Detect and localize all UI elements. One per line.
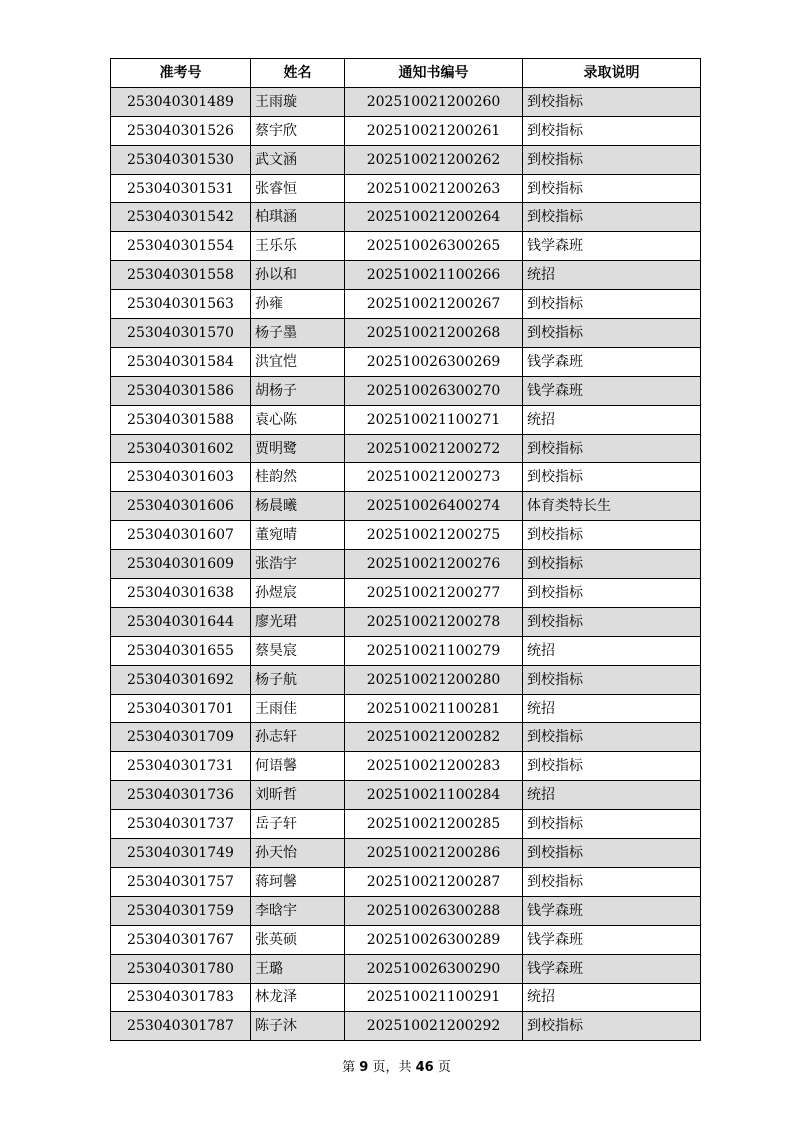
cell-admission-note: 到校指标 — [523, 550, 701, 579]
cell-admission-note: 到校指标 — [523, 867, 701, 896]
cell-exam-id: 253040301709 — [111, 723, 251, 752]
cell-admission-note: 钱学森班 — [523, 954, 701, 983]
cell-admission-note: 统招 — [523, 405, 701, 434]
cell-name: 孙志轩 — [251, 723, 345, 752]
cell-notice-number: 202510021200261 — [345, 116, 523, 145]
cell-admission-note: 到校指标 — [523, 579, 701, 608]
cell-admission-note: 统招 — [523, 694, 701, 723]
table-row — [111, 203, 701, 232]
table-row — [111, 607, 701, 636]
cell-name: 张浩宇 — [251, 550, 345, 579]
cell-exam-id: 253040301787 — [111, 1012, 251, 1041]
table-row — [111, 579, 701, 608]
table-row — [111, 636, 701, 665]
cell-notice-number: 202510021200272 — [345, 434, 523, 463]
table-body — [111, 87, 701, 1040]
cell-notice-number: 202510021200267 — [345, 290, 523, 319]
cell-exam-id: 253040301638 — [111, 579, 251, 608]
cell-exam-id: 253040301531 — [111, 174, 251, 203]
cell-exam-id: 253040301749 — [111, 839, 251, 868]
cell-admission-note: 统招 — [523, 636, 701, 665]
cell-exam-id: 253040301655 — [111, 636, 251, 665]
table-row — [111, 116, 701, 145]
cell-exam-id: 253040301692 — [111, 665, 251, 694]
cell-exam-id: 253040301558 — [111, 261, 251, 290]
table-row — [111, 87, 701, 116]
table-header — [111, 59, 701, 88]
column-header-name: 姓名 — [251, 59, 345, 88]
cell-name: 桂韵然 — [251, 463, 345, 492]
cell-name: 林龙泽 — [251, 983, 345, 1012]
cell-exam-id: 253040301530 — [111, 145, 251, 174]
cell-admission-note: 钱学森班 — [523, 925, 701, 954]
header-row — [111, 59, 701, 88]
cell-exam-id: 253040301570 — [111, 319, 251, 348]
table-row — [111, 1012, 701, 1041]
cell-notice-number: 202510026300269 — [345, 347, 523, 376]
cell-notice-number: 202510021200280 — [345, 665, 523, 694]
cell-notice-number: 202510026300270 — [345, 376, 523, 405]
cell-name: 蔡昊宸 — [251, 636, 345, 665]
cell-notice-number: 202510021200286 — [345, 839, 523, 868]
table-row — [111, 781, 701, 810]
admission-table — [110, 58, 701, 1041]
cell-name: 王璐 — [251, 954, 345, 983]
cell-admission-note: 到校指标 — [523, 203, 701, 232]
cell-name: 贾明鹭 — [251, 434, 345, 463]
cell-name: 武文涵 — [251, 145, 345, 174]
cell-exam-id: 253040301759 — [111, 896, 251, 925]
cell-admission-note: 到校指标 — [523, 665, 701, 694]
cell-exam-id: 253040301783 — [111, 983, 251, 1012]
column-header-notice-number: 通知书编号 — [345, 59, 523, 88]
cell-exam-id: 253040301489 — [111, 87, 251, 116]
cell-admission-note: 到校指标 — [523, 723, 701, 752]
cell-name: 袁心陈 — [251, 405, 345, 434]
cell-notice-number: 202510021200276 — [345, 550, 523, 579]
table-row — [111, 521, 701, 550]
cell-notice-number: 202510021200282 — [345, 723, 523, 752]
footer-suffix: 页 — [437, 1060, 451, 1075]
cell-notice-number: 202510021200287 — [345, 867, 523, 896]
table-row — [111, 867, 701, 896]
table-row — [111, 925, 701, 954]
table-row — [111, 896, 701, 925]
cell-exam-id: 253040301586 — [111, 376, 251, 405]
cell-exam-id: 253040301757 — [111, 867, 251, 896]
cell-notice-number: 202510021200268 — [345, 319, 523, 348]
cell-exam-id: 253040301607 — [111, 521, 251, 550]
cell-notice-number: 202510021100281 — [345, 694, 523, 723]
cell-name: 何语馨 — [251, 752, 345, 781]
cell-name: 李晗宇 — [251, 896, 345, 925]
cell-exam-id: 253040301731 — [111, 752, 251, 781]
table-row — [111, 290, 701, 319]
cell-admission-note: 统招 — [523, 983, 701, 1012]
cell-admission-note: 钱学森班 — [523, 896, 701, 925]
cell-notice-number: 202510021200260 — [345, 87, 523, 116]
cell-notice-number: 202510021200278 — [345, 607, 523, 636]
cell-notice-number: 202510021200263 — [345, 174, 523, 203]
cell-admission-note: 到校指标 — [523, 434, 701, 463]
cell-name: 刘昕哲 — [251, 781, 345, 810]
footer-prefix: 第 — [342, 1060, 356, 1075]
cell-admission-note: 到校指标 — [523, 116, 701, 145]
cell-admission-note: 到校指标 — [523, 1012, 701, 1041]
cell-notice-number: 202510021100271 — [345, 405, 523, 434]
cell-exam-id: 253040301588 — [111, 405, 251, 434]
table-row — [111, 492, 701, 521]
cell-notice-number: 202510026400274 — [345, 492, 523, 521]
cell-admission-note: 体育类特长生 — [523, 492, 701, 521]
table-row — [111, 319, 701, 348]
cell-notice-number: 202510021200277 — [345, 579, 523, 608]
cell-exam-id: 253040301584 — [111, 347, 251, 376]
table-row — [111, 550, 701, 579]
footer-middle: 页，共 — [372, 1060, 412, 1075]
cell-exam-id: 253040301602 — [111, 434, 251, 463]
cell-admission-note: 钱学森班 — [523, 347, 701, 376]
cell-name: 王雨佳 — [251, 694, 345, 723]
cell-admission-note: 到校指标 — [523, 810, 701, 839]
cell-notice-number: 202510026300290 — [345, 954, 523, 983]
cell-name: 陈子沐 — [251, 1012, 345, 1041]
cell-notice-number: 202510021200262 — [345, 145, 523, 174]
cell-exam-id: 253040301603 — [111, 463, 251, 492]
cell-notice-number: 202510021200292 — [345, 1012, 523, 1041]
cell-exam-id: 253040301780 — [111, 954, 251, 983]
cell-name: 廖光珺 — [251, 607, 345, 636]
table-row — [111, 145, 701, 174]
table-row — [111, 694, 701, 723]
table-row — [111, 983, 701, 1012]
table-row — [111, 810, 701, 839]
cell-admission-note: 到校指标 — [523, 145, 701, 174]
cell-name: 蒋珂馨 — [251, 867, 345, 896]
table-row — [111, 665, 701, 694]
table-row — [111, 232, 701, 261]
cell-admission-note: 到校指标 — [523, 463, 701, 492]
cell-admission-note: 到校指标 — [523, 752, 701, 781]
cell-notice-number: 202510021100291 — [345, 983, 523, 1012]
cell-name: 王乐乐 — [251, 232, 345, 261]
table-row — [111, 347, 701, 376]
cell-notice-number: 202510021200283 — [345, 752, 523, 781]
cell-exam-id: 253040301644 — [111, 607, 251, 636]
table-row — [111, 174, 701, 203]
table-row — [111, 261, 701, 290]
cell-admission-note: 到校指标 — [523, 839, 701, 868]
table-row — [111, 405, 701, 434]
cell-admission-note: 到校指标 — [523, 290, 701, 319]
cell-admission-note: 统招 — [523, 781, 701, 810]
cell-exam-id: 253040301563 — [111, 290, 251, 319]
cell-name: 蔡宇欣 — [251, 116, 345, 145]
cell-exam-id: 253040301526 — [111, 116, 251, 145]
cell-name: 岳子轩 — [251, 810, 345, 839]
cell-exam-id: 253040301737 — [111, 810, 251, 839]
table-row — [111, 376, 701, 405]
cell-name: 洪宜恺 — [251, 347, 345, 376]
current-page-number: 9 — [359, 1060, 369, 1075]
cell-exam-id: 253040301609 — [111, 550, 251, 579]
cell-name: 杨子航 — [251, 665, 345, 694]
cell-name: 柏琪涵 — [251, 203, 345, 232]
cell-admission-note: 统招 — [523, 261, 701, 290]
total-page-count: 46 — [415, 1060, 434, 1075]
cell-admission-note: 到校指标 — [523, 607, 701, 636]
cell-exam-id: 253040301542 — [111, 203, 251, 232]
cell-name: 孙以和 — [251, 261, 345, 290]
cell-notice-number: 202510026300265 — [345, 232, 523, 261]
cell-name: 杨晨曦 — [251, 492, 345, 521]
table-row — [111, 463, 701, 492]
cell-notice-number: 202510021200264 — [345, 203, 523, 232]
cell-name: 杨子墨 — [251, 319, 345, 348]
cell-admission-note: 到校指标 — [523, 521, 701, 550]
cell-notice-number: 202510021200285 — [345, 810, 523, 839]
cell-notice-number: 202510026300288 — [345, 896, 523, 925]
cell-admission-note: 钱学森班 — [523, 232, 701, 261]
cell-notice-number: 202510021100266 — [345, 261, 523, 290]
cell-notice-number: 202510021100279 — [345, 636, 523, 665]
cell-name: 张英硕 — [251, 925, 345, 954]
cell-admission-note: 到校指标 — [523, 319, 701, 348]
table-row — [111, 954, 701, 983]
column-header-exam-id: 准考号 — [111, 59, 251, 88]
cell-name: 胡杨子 — [251, 376, 345, 405]
cell-admission-note: 钱学森班 — [523, 376, 701, 405]
table-row — [111, 839, 701, 868]
cell-exam-id: 253040301701 — [111, 694, 251, 723]
cell-name: 孙天怡 — [251, 839, 345, 868]
cell-name: 王雨璇 — [251, 87, 345, 116]
cell-notice-number: 202510021100284 — [345, 781, 523, 810]
cell-admission-note: 到校指标 — [523, 174, 701, 203]
cell-name: 孙煜宸 — [251, 579, 345, 608]
cell-name: 董宛晴 — [251, 521, 345, 550]
cell-exam-id: 253040301554 — [111, 232, 251, 261]
cell-notice-number: 202510021200275 — [345, 521, 523, 550]
column-header-admission-note: 录取说明 — [523, 59, 701, 88]
table-row — [111, 434, 701, 463]
cell-name: 孙雍 — [251, 290, 345, 319]
table-row — [111, 723, 701, 752]
cell-exam-id: 253040301767 — [111, 925, 251, 954]
cell-notice-number: 202510026300289 — [345, 925, 523, 954]
cell-name: 张睿恒 — [251, 174, 345, 203]
table-row — [111, 752, 701, 781]
cell-exam-id: 253040301606 — [111, 492, 251, 521]
cell-exam-id: 253040301736 — [111, 781, 251, 810]
page-footer — [0, 1056, 793, 1075]
cell-admission-note: 到校指标 — [523, 87, 701, 116]
cell-notice-number: 202510021200273 — [345, 463, 523, 492]
